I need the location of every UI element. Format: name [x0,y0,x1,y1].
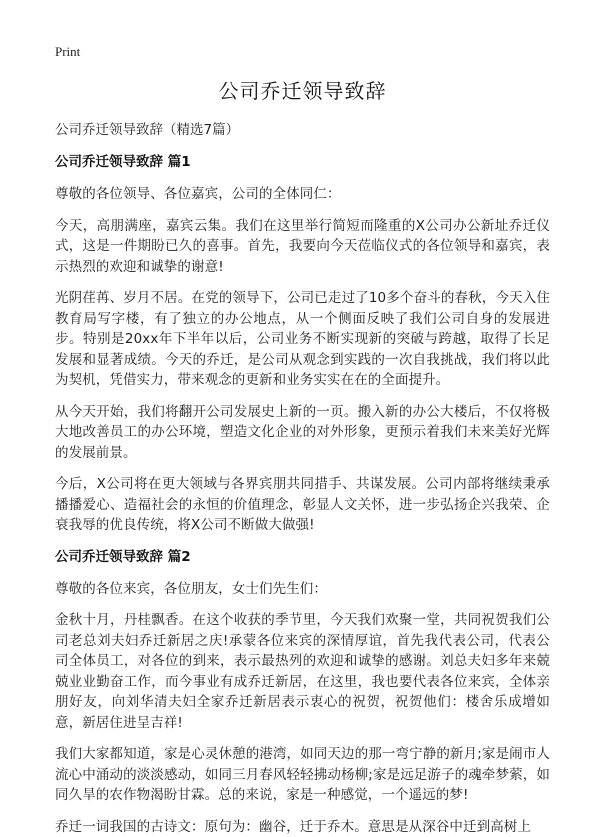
paragraph: 金秋十月，丹桂飘香。在这个收获的季节里，今天我们欢聚一堂，共同祝贺我们公司老总刘夫妇乔迁新居之庆!承蒙各位来宾的深情厚谊，首先我代表公司，代表公司全体员工，对各位的到来，表示最热列的欢迎和诚挚的感谢。刘总夫妇多年来兢兢业业勤奋工作，而今事业有成乔迁新居，在这里，我也要代表各位来宾，全体亲朋好友，向刘华清夫妇全家乔迁新居表示衷心的祝贺，祝贺他们：楼舍乐成增如意，新居住进呈吉祥! [55,610,550,733]
paragraph: 今后，X公司将在更大领域与各界宾朋共同措手、共谋发展。公司内部将继续秉承播播爱心、造福社会的永恒的价值理念，彰显人文关怀，进一步弘扬企兴我荣、企衰我辱的优良传统，将X公司不断做大做强! [55,474,550,536]
paragraph: 光阴荏苒、岁月不居。在党的领导下，公司已走过了10多个奋斗的春秋，今天入住教育局写字楼，有了独立的办公地点，从一个侧面反映了我们公司自身的发展进步。特别是20xx年下半年以后，公司业务不断实现新的突破与跨越，取得了长足发展和显著成绩。今天的乔迁，是公司从观念到实践的一次自我挑战，我们将以此为契机，凭借实力，带来观念的更新和业务实实在在的全面提升。 [55,288,550,391]
paragraph: 我们大家都知道，家是心灵休憩的港湾，如同天边的那一弯宁静的新月;家是闹市人流心中涌动的淡淡感动，如同三月春风轻轻拂动杨柳;家是远足游子的魂牵梦萦，如同久旱的农作物渴盼甘霖。总的来说，家是一种感觉，一个遥远的梦! [55,744,550,806]
section-heading: 公司乔迁领导致辞 篇1 [55,152,550,172]
section-1 [55,152,550,536]
paragraph: 尊敬的各位领导、各位嘉宾，公司的全体同仁： [55,184,550,205]
section-heading: 公司乔迁领导致辞 篇2 [55,547,550,567]
section-2 [55,547,550,837]
print-label: Print [55,44,550,60]
paragraph: 从今天开始，我们将翻开公司发展史上新的一页。搬入新的办公大楼后，不仅将极大地改善员工的办公环境，塑造文化企业的对外形象，更预示着我们未来美好光辉的发展前景。 [55,402,550,464]
document-subtitle: 公司乔迁领导致辞（精选7篇） [55,120,550,140]
paragraph: 乔迁一词我国的古诗文：原句为：幽谷，迁于乔木。意思是从深谷中迁到高树上 [55,817,550,837]
document-title: 公司乔迁领导致辞 [55,78,550,104]
paragraph: 尊敬的各位来宾，各位朋友，女士们先生们： [55,579,550,600]
paragraph: 今天，高朋满座，嘉宾云集。我们在这里举行简短而隆重的X公司办公新址乔迁仪式，这是一件期盼已久的喜事。首先，我要向今天莅临仪式的各位领导和嘉宾，表示热烈的欢迎和诚挚的谢意! [55,216,550,278]
